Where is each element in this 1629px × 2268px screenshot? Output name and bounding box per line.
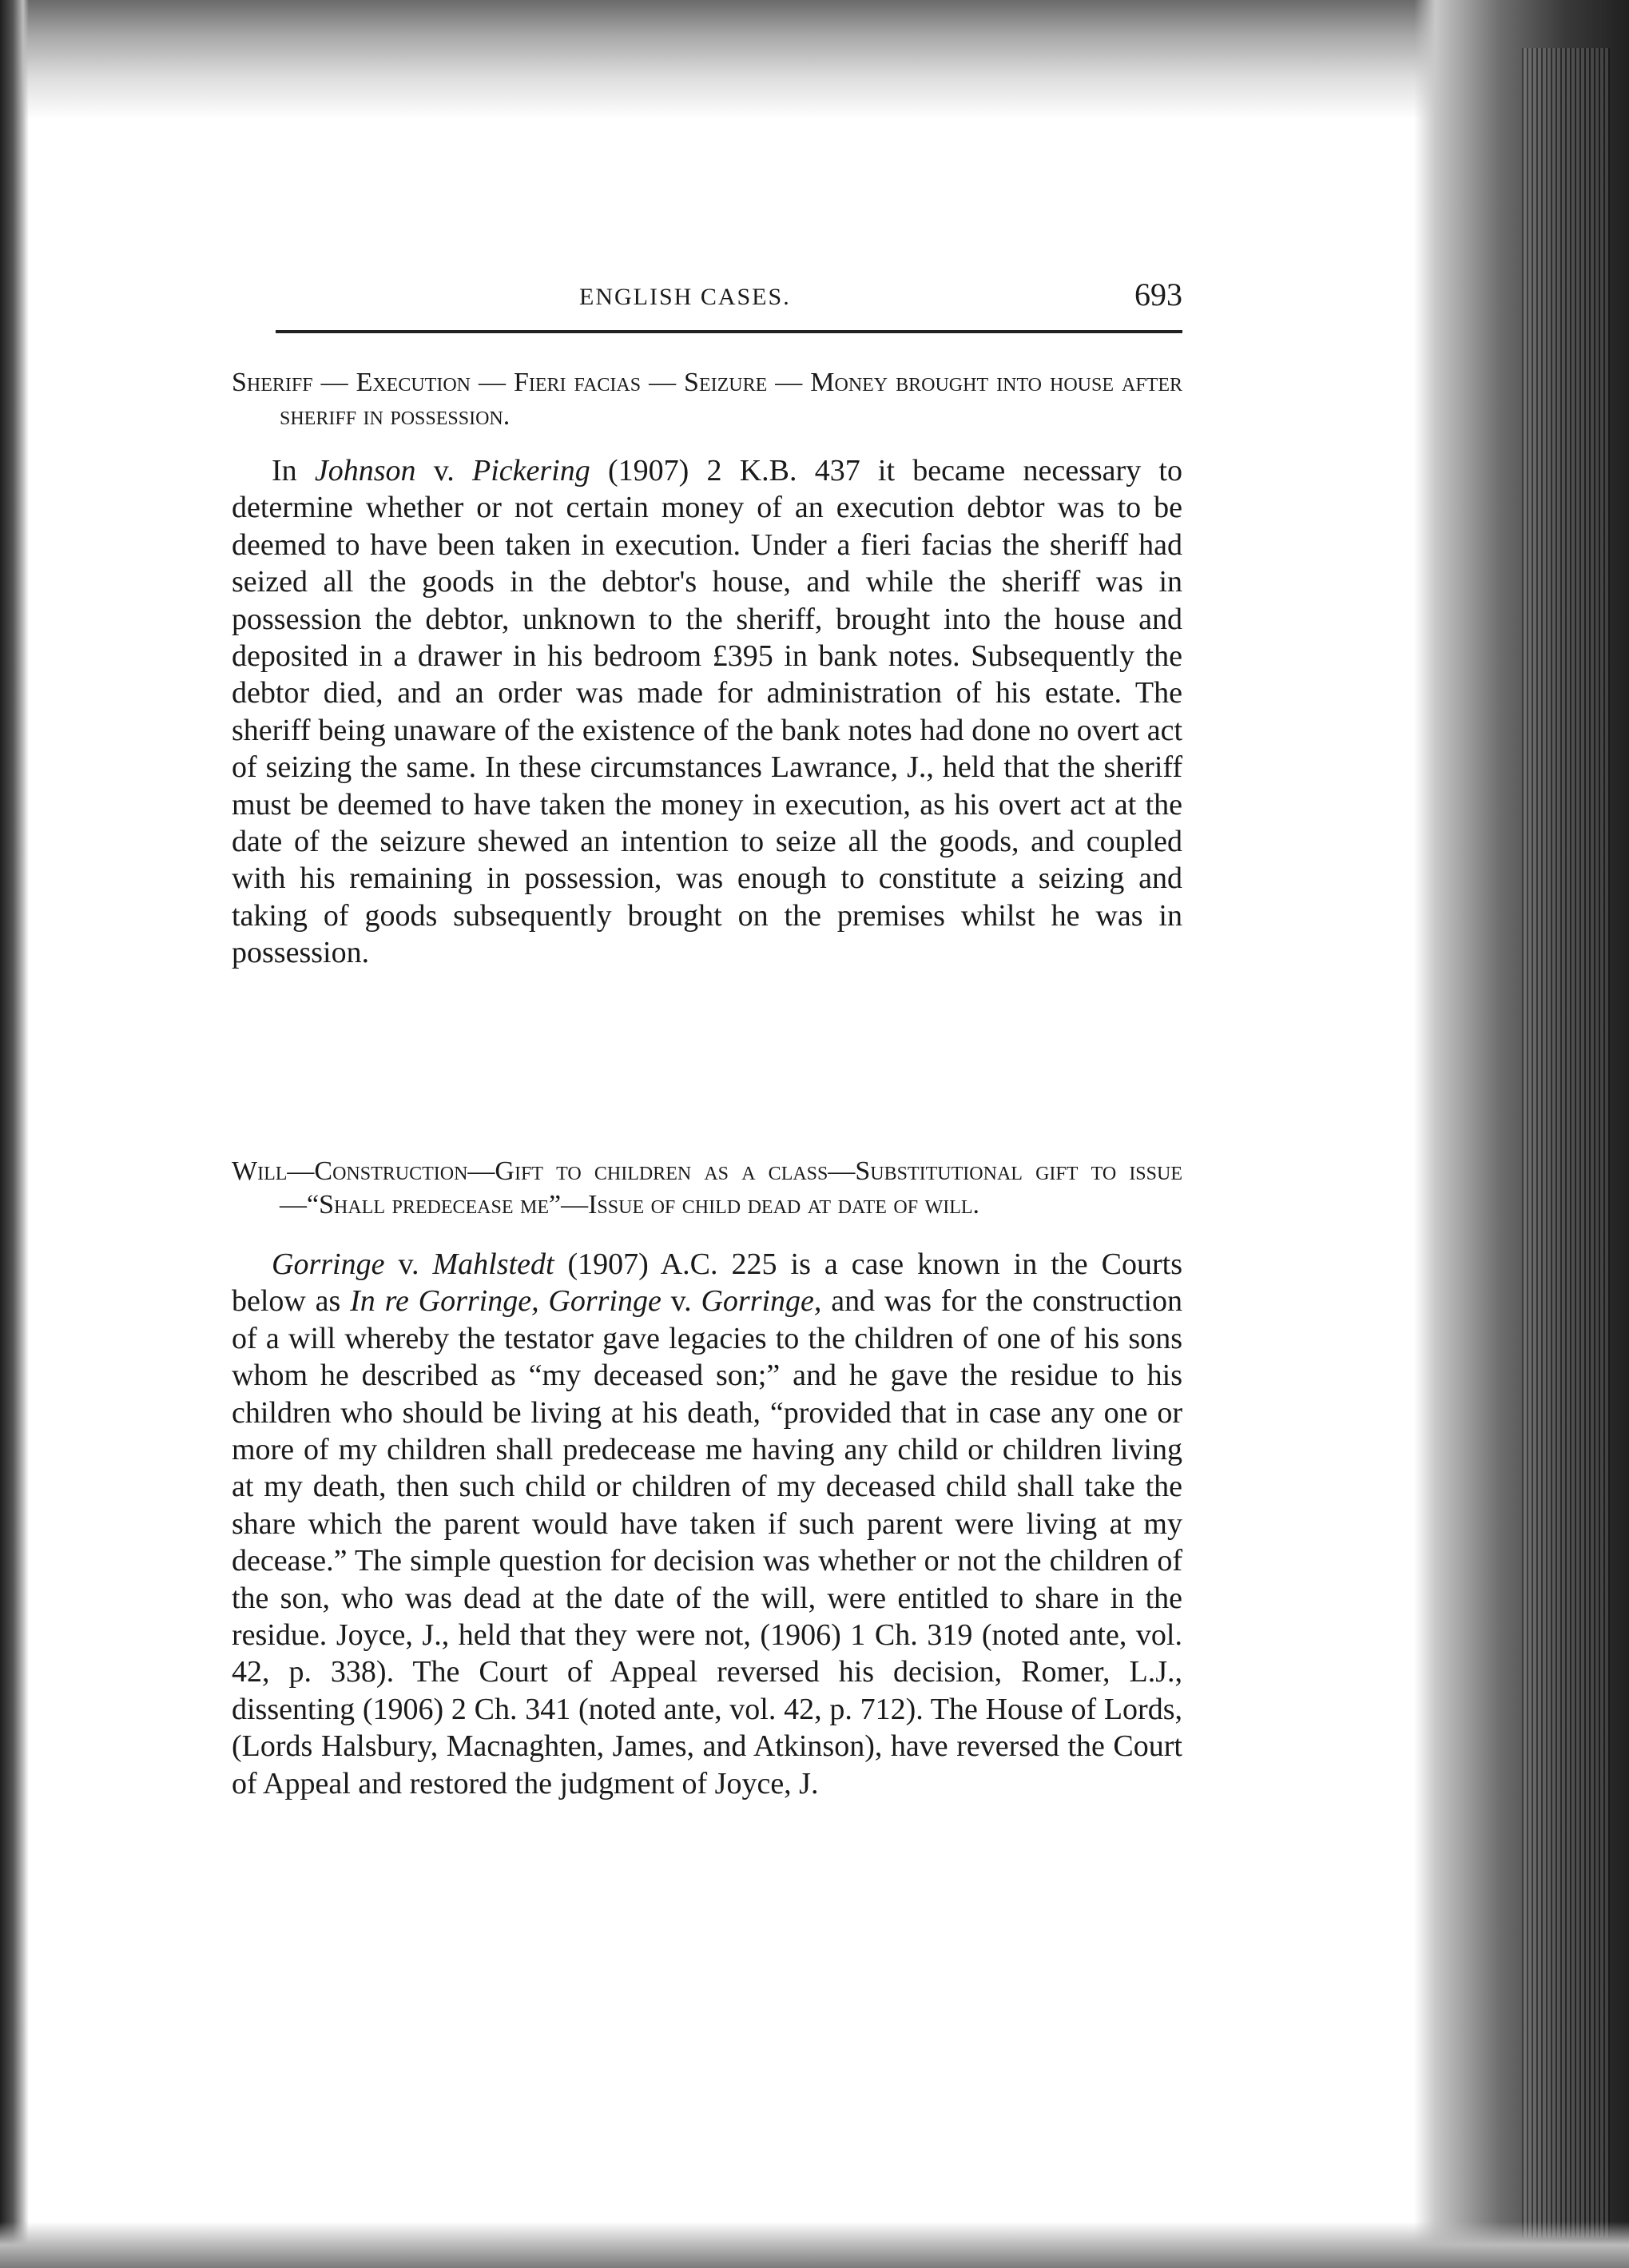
case-paragraph: [232, 452, 1182, 972]
versus-text: v.: [661, 1284, 701, 1319]
case-paragraph: [232, 1246, 1182, 1802]
paragraph-body-text: (1907) A.C. 225 is a case known in the Courts below as: [232, 1247, 1182, 1319]
paragraph-body-text: (1907) 2 K.B. 437 it became necessary to determine whether or not certain money of an execution debtor was to be deemed to have been taken in execution. Under a fieri facias the sheriff had seized all the goods in the debtor's house, and while the sheriff was in possession the debtor, unknown to the sheriff, brought into the house and deposited in a drawer in his bedroom £395 in bank notes. Subsequently the debtor died, and an order was made for administration of his estate. The sheriff being unaware of the existence of the bank notes had done no overt act of seizing the same. In these circumstances Lawrance, J., held that the sheriff must be deemed to have taken the money in execution, as his overt act at the date of the seizure shewed an intention to seize all the goods, and coupled with his remaining in possession, was enough to constitute a seizing and taking of goods subsequently brought on the premises whilst he was in possession.: [232, 454, 1182, 970]
scan-shadow-top: [0, 0, 1629, 120]
paragraph-body-text: and was for the construction of a will whereby the testator gave legacies to the children of one of his sons whom he described as “my deceased son;” and he gave the residue to his children who should be living at his death, “provided that in case any one or more of my children shall predecease me having any child or children living at my death, then such child or children of my deceased child shall take the share which the parent would have taken if such parent were living at my decease.” The simple question for decision was whether or not the children of the son, who was dead at the date of the will, were entitled to share in the residue. Joyce, J., held that they were not, (1906) 1 Ch. 319 (noted ante, vol. 42, p. 338). The Court of Appeal reversed his decision, Romer, L.J., dissenting (1906) 2 Ch. 341 (noted ante, vol. 42, p. 712). The House of Lords, (Lords Halsbury, Macnaghten, James, and Atkinson), have reversed the Court of Appeal and restored the judgment of Joyce, J.: [232, 1284, 1182, 1800]
case-party-name: Johnson: [314, 454, 416, 487]
book-page-edges: [1522, 48, 1610, 2238]
versus-text: v.: [384, 1247, 433, 1281]
case-section-sheriff-execution: [232, 366, 1182, 972]
scan-shadow-left: [0, 0, 29, 2268]
case-section-will-construction: [232, 1155, 1182, 1802]
case-party-name: Gorringe: [272, 1247, 385, 1281]
case-headnote: Sheriff — Execution — Fieri facias — Seizure — Money brought into house after sheriff in possession.: [232, 368, 1182, 431]
case-headnote: Will—Construction—Gift to children as a class—Substitutional gift to issue—“Shall predecease me”—Issue of child dead at date of will.: [232, 1156, 1182, 1220]
paragraph-lead-text: In: [272, 454, 315, 487]
case-name-below: In re Gorringe, Gorringe: [350, 1284, 662, 1319]
case-party-name: Pickering: [472, 454, 590, 487]
header-rule: [276, 330, 1182, 333]
case-party-name: Mahlstedt: [432, 1247, 554, 1281]
versus-text: v.: [415, 454, 473, 487]
running-head: ENGLISH CASES.: [579, 284, 791, 310]
page-number: 693: [1134, 277, 1182, 312]
scan-shadow-bottom: [0, 2222, 1629, 2268]
page-header: [276, 268, 1182, 324]
case-party-name: Gorringe,: [701, 1284, 822, 1319]
